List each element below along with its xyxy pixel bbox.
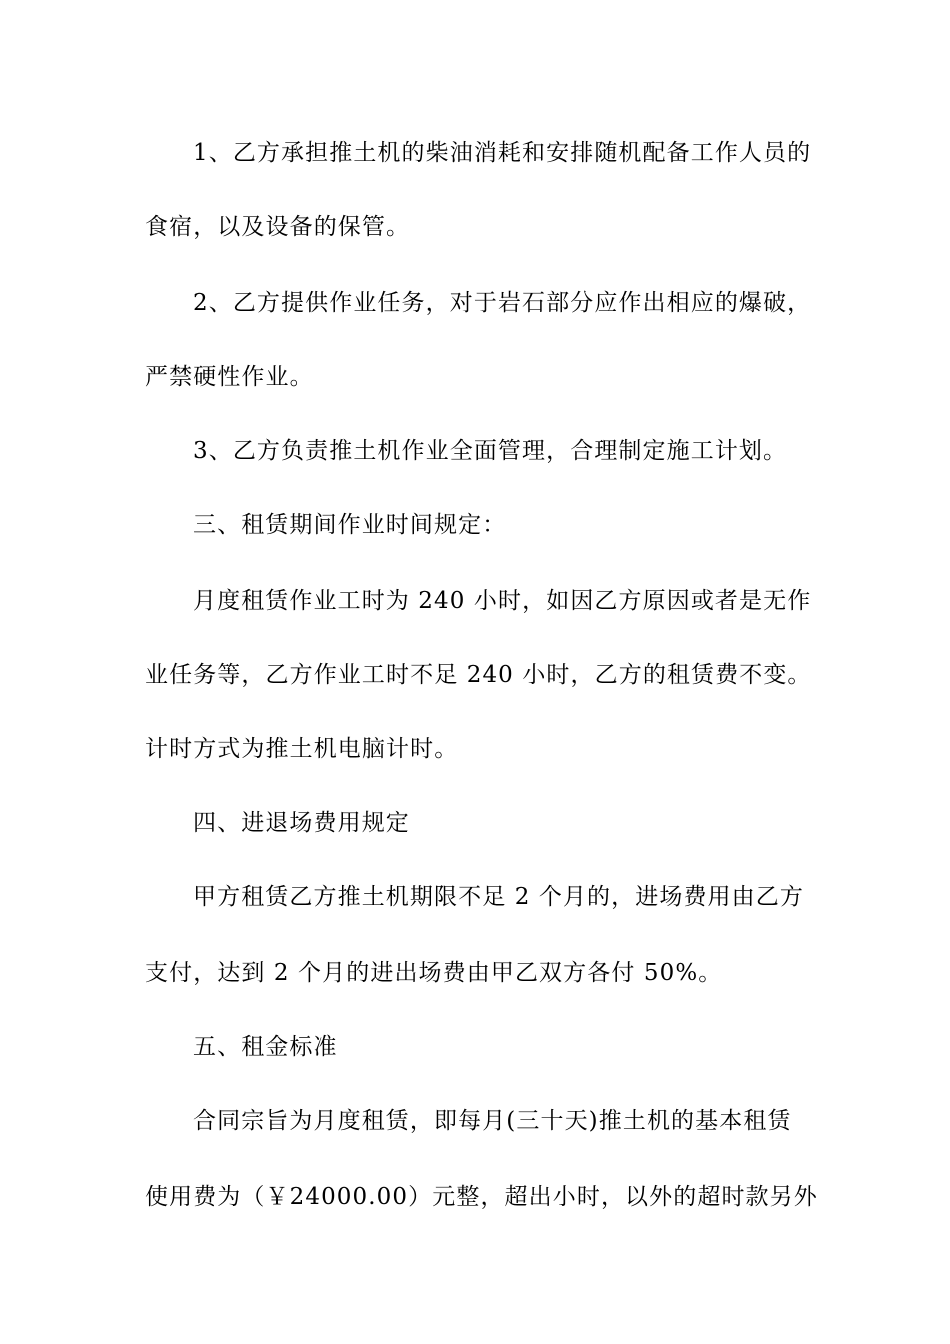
- paragraph-5-line-2: 支付，达到 2 个月的进出场费由甲乙双方各付 50%。: [145, 960, 723, 986]
- paragraph-2-line-1: 2、乙方提供作业任务，对于岩石部分应作出相应的爆破，: [193, 290, 812, 316]
- paragraph-4-line-1: 月度租赁作业工时为 240 小时，如因乙方原因或者是无作: [193, 588, 812, 614]
- paragraph-5-line-1: 甲方租赁乙方推土机期限不足 2 个月的，进场费用由乙方: [193, 884, 804, 910]
- paragraph-6-line-1: 合同宗旨为月度租赁，即每月(三十天)推土机的基本租赁: [193, 1108, 792, 1134]
- section-heading-4: 四、进退场费用规定: [193, 810, 410, 836]
- section-heading-5: 五、租金标准: [193, 1034, 338, 1060]
- paragraph-3-line-1: 3、乙方负责推土机作业全面管理，合理制定施工计划。: [193, 438, 788, 464]
- paragraph-1-line-2: 食宿，以及设备的保管。: [145, 214, 411, 240]
- paragraph-4-line-3: 计时方式为推土机电脑计时。: [145, 736, 459, 762]
- paragraph-4-line-2: 业任务等，乙方作业工时不足 240 小时，乙方的租赁费不变。: [145, 662, 812, 688]
- section-heading-3: 三、租赁期间作业时间规定：: [193, 512, 507, 538]
- paragraph-6-line-2: 使用费为（￥24000.00）元整，超出小时，以外的超时款另外: [145, 1184, 818, 1210]
- paragraph-2-line-2: 严禁硬性作业。: [145, 364, 314, 390]
- paragraph-1-line-1: 1、乙方承担推土机的柴油消耗和安排随机配备工作人员的: [193, 140, 812, 166]
